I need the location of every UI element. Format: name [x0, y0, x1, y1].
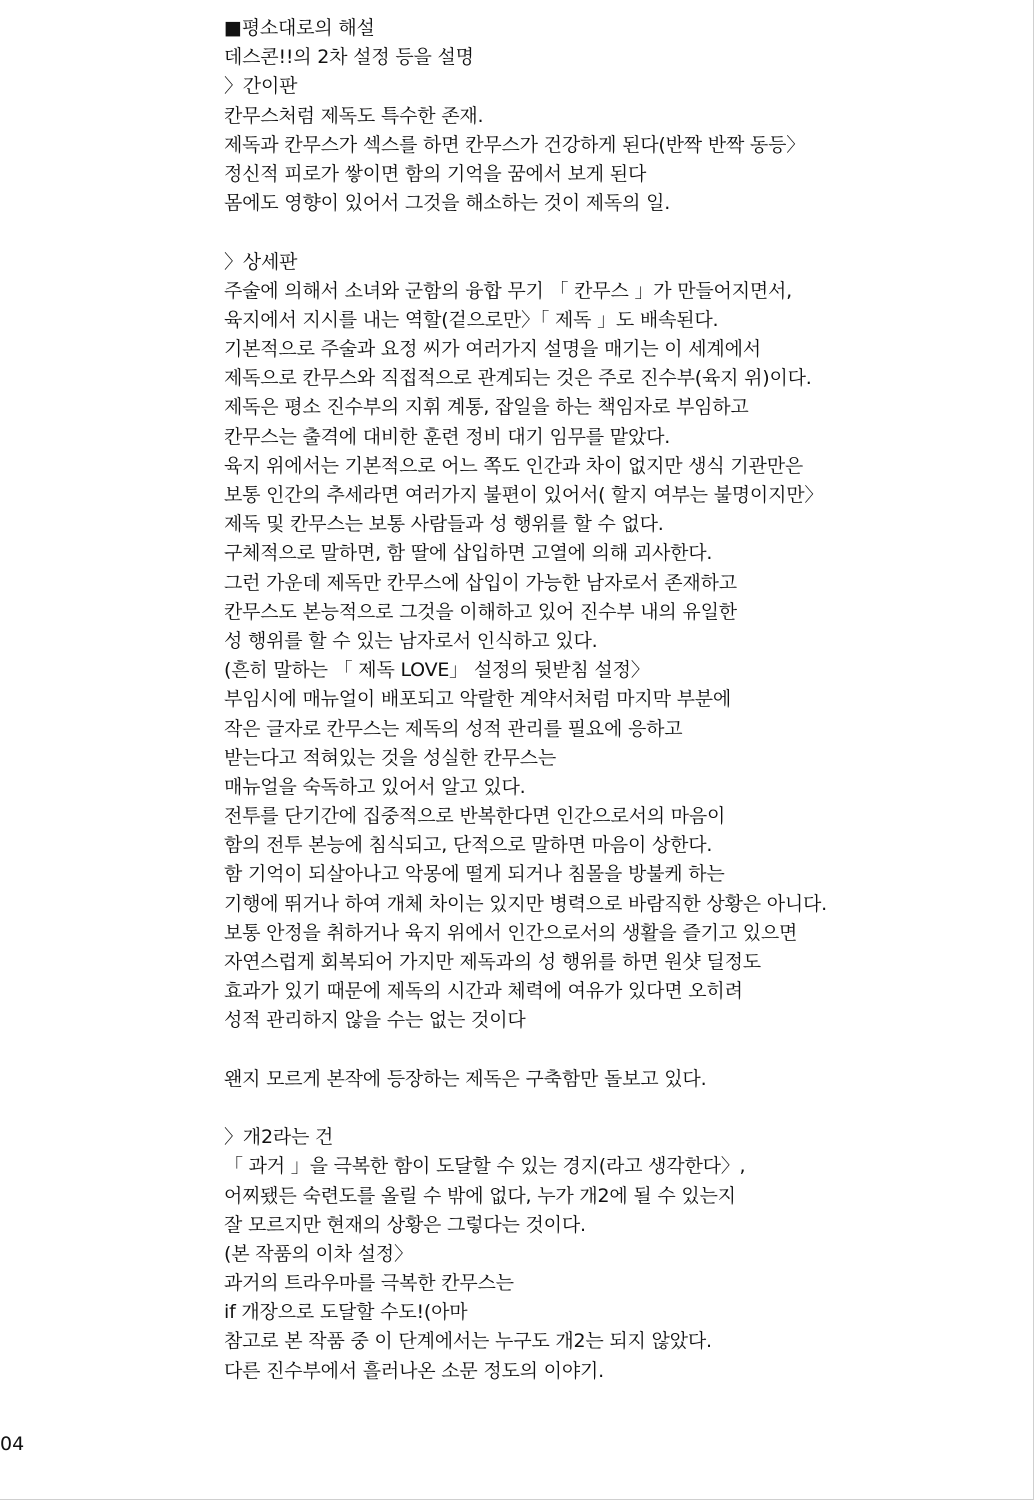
text-line: 제독으로 칸무스와 직접적으로 관계되는 것은 주로 진수부(육지 위)이다. [224, 367, 812, 390]
text-line: 성 행위를 할 수 있는 남자로서 인식하고 있다. [224, 629, 598, 652]
blank-line [224, 1036, 1004, 1065]
text-line: 다른 진수부에서 흘러나온 소문 정도의 이야기. [224, 1359, 604, 1382]
text-line: 〉상세판 [224, 250, 298, 273]
blank-line [224, 218, 1004, 247]
text-line: 「 과거 」을 극복한 함이 도달할 수 있는 경지(라고 생각한다〉, [224, 1155, 746, 1178]
text-line: 데스콘!!의 2차 설정 등을 설명 [224, 46, 474, 69]
text-line: 육지 위에서는 기본적으로 어느 쪽도 인간과 차이 없지만 생식 기관만은 [224, 454, 804, 477]
page-number: 04 [0, 1433, 25, 1455]
text-line: 함 기억이 되살아나고 악몽에 떨게 되거나 침몰을 방불케 하는 [224, 863, 725, 886]
text-line: 작은 글자로 칸무스는 제독의 성적 관리를 필요에 응하고 [224, 717, 683, 740]
text-line: 〉간이판 [224, 75, 298, 98]
text-line: 부임시에 매뉴얼이 배포되고 악랄한 계약서처럼 마지막 부분에 [224, 688, 732, 711]
text-line: 전투를 단기간에 집중적으로 반복한다면 인간으로서의 마음이 [224, 805, 726, 828]
text-line: 참고로 본 작품 중 이 단계에서는 누구도 개2는 되지 않았다. [224, 1330, 712, 1353]
text-line: 보통 인간의 추세라면 여러가지 불편이 있어서( 할지 여부는 불명이지만〉 [224, 484, 824, 506]
text-line: 구체적으로 말하면, 함 딸에 삽입하면 고열에 의해 괴사한다. [224, 542, 713, 565]
text-line: (흔히 말하는 「 제독 LOVE」 설정의 뒷받침 설정〉 [224, 659, 650, 682]
text-line: 제독은 평소 진수부의 지휘 계통, 잡일을 하는 책임자로 부임하고 [224, 396, 749, 419]
text-line: 보통 안정을 취하거나 육지 위에서 인간으로서의 생활을 즐기고 있으면 [224, 921, 798, 944]
text-line: 제독 및 칸무스는 보통 사람들과 성 행위를 할 수 없다. [224, 513, 664, 536]
text-line: 과거의 트라우마를 극복한 칸무스는 [224, 1272, 514, 1295]
text-line: 함의 전투 본능에 침식되고, 단적으로 말하면 마음이 상한다. [224, 834, 713, 857]
text-line: 효과가 있기 때문에 제독의 시간과 체력에 여유가 있다면 오히려 [224, 980, 743, 1003]
text-line: 기본적으로 주술과 요정 씨가 여러가지 설명을 매기는 이 세계에서 [224, 338, 761, 361]
blank-line [224, 1094, 1004, 1123]
text-line: 어찌됐든 숙련도를 올릴 수 밖에 없다, 누가 개2에 될 수 있는지 [224, 1184, 736, 1207]
text-line: (본 작품의 이차 설정〉 [224, 1242, 413, 1265]
text-block [224, 14, 1004, 1386]
text-line: 왠지 모르게 본작에 등장하는 제독은 구축함만 돌보고 있다. [224, 1067, 707, 1090]
text-line: 매뉴얼을 숙독하고 있어서 알고 있다. [224, 775, 526, 798]
text-line: 〉개2라는 건 [224, 1126, 334, 1149]
text-line: 받는다고 적혀있는 것을 성실한 칸무스는 [224, 746, 556, 769]
text-line: 칸무스는 출격에 대비한 훈련 정비 대기 임무를 맡았다. [224, 425, 671, 448]
text-line: 기행에 뛰거나 하여 개체 차이는 있지만 병력으로 바람직한 상황은 아니다. [224, 892, 828, 915]
text-line: 그런 가운데 제독만 칸무스에 삽입이 가능한 남자로서 존재하고 [224, 571, 737, 594]
text-line: 칸무스도 본능적으로 그것을 이해하고 있어 진수부 내의 유일한 [224, 600, 737, 623]
text-line: 육지에서 지시를 내는 역할(겉으로만〉「 제독 」도 배속된다. [224, 308, 719, 331]
text-line: ■평소대로의 해설 [224, 17, 375, 39]
text-line: 제독과 칸무스가 섹스를 하면 칸무스가 건강하게 된다(반짝 반짝 동등〉 [224, 133, 806, 156]
text-line: 성적 관리하지 않을 수는 없는 것이다 [224, 1009, 526, 1032]
text-line: 정신적 피로가 쌓이면 함의 기억을 꿈에서 보게 된다 [224, 162, 647, 185]
text-line: 칸무스처럼 제독도 특수한 존재. [224, 104, 484, 127]
text-line: 몸에도 영향이 있어서 그것을 해소하는 것이 제독의 일. [224, 192, 671, 215]
text-line: 주술에 의해서 소녀와 군함의 융합 무기 「 칸무스 」가 만들어지면서, [224, 279, 793, 302]
text-line: 잘 모르지만 현재의 상황은 그렇다는 것이다. [224, 1213, 586, 1236]
text-line: 자연스럽게 회복되어 가지만 제독과의 성 행위를 하면 원샷 딜정도 [224, 951, 761, 973]
text-line: if 개장으로 도달할 수도!(아마 [224, 1301, 468, 1324]
